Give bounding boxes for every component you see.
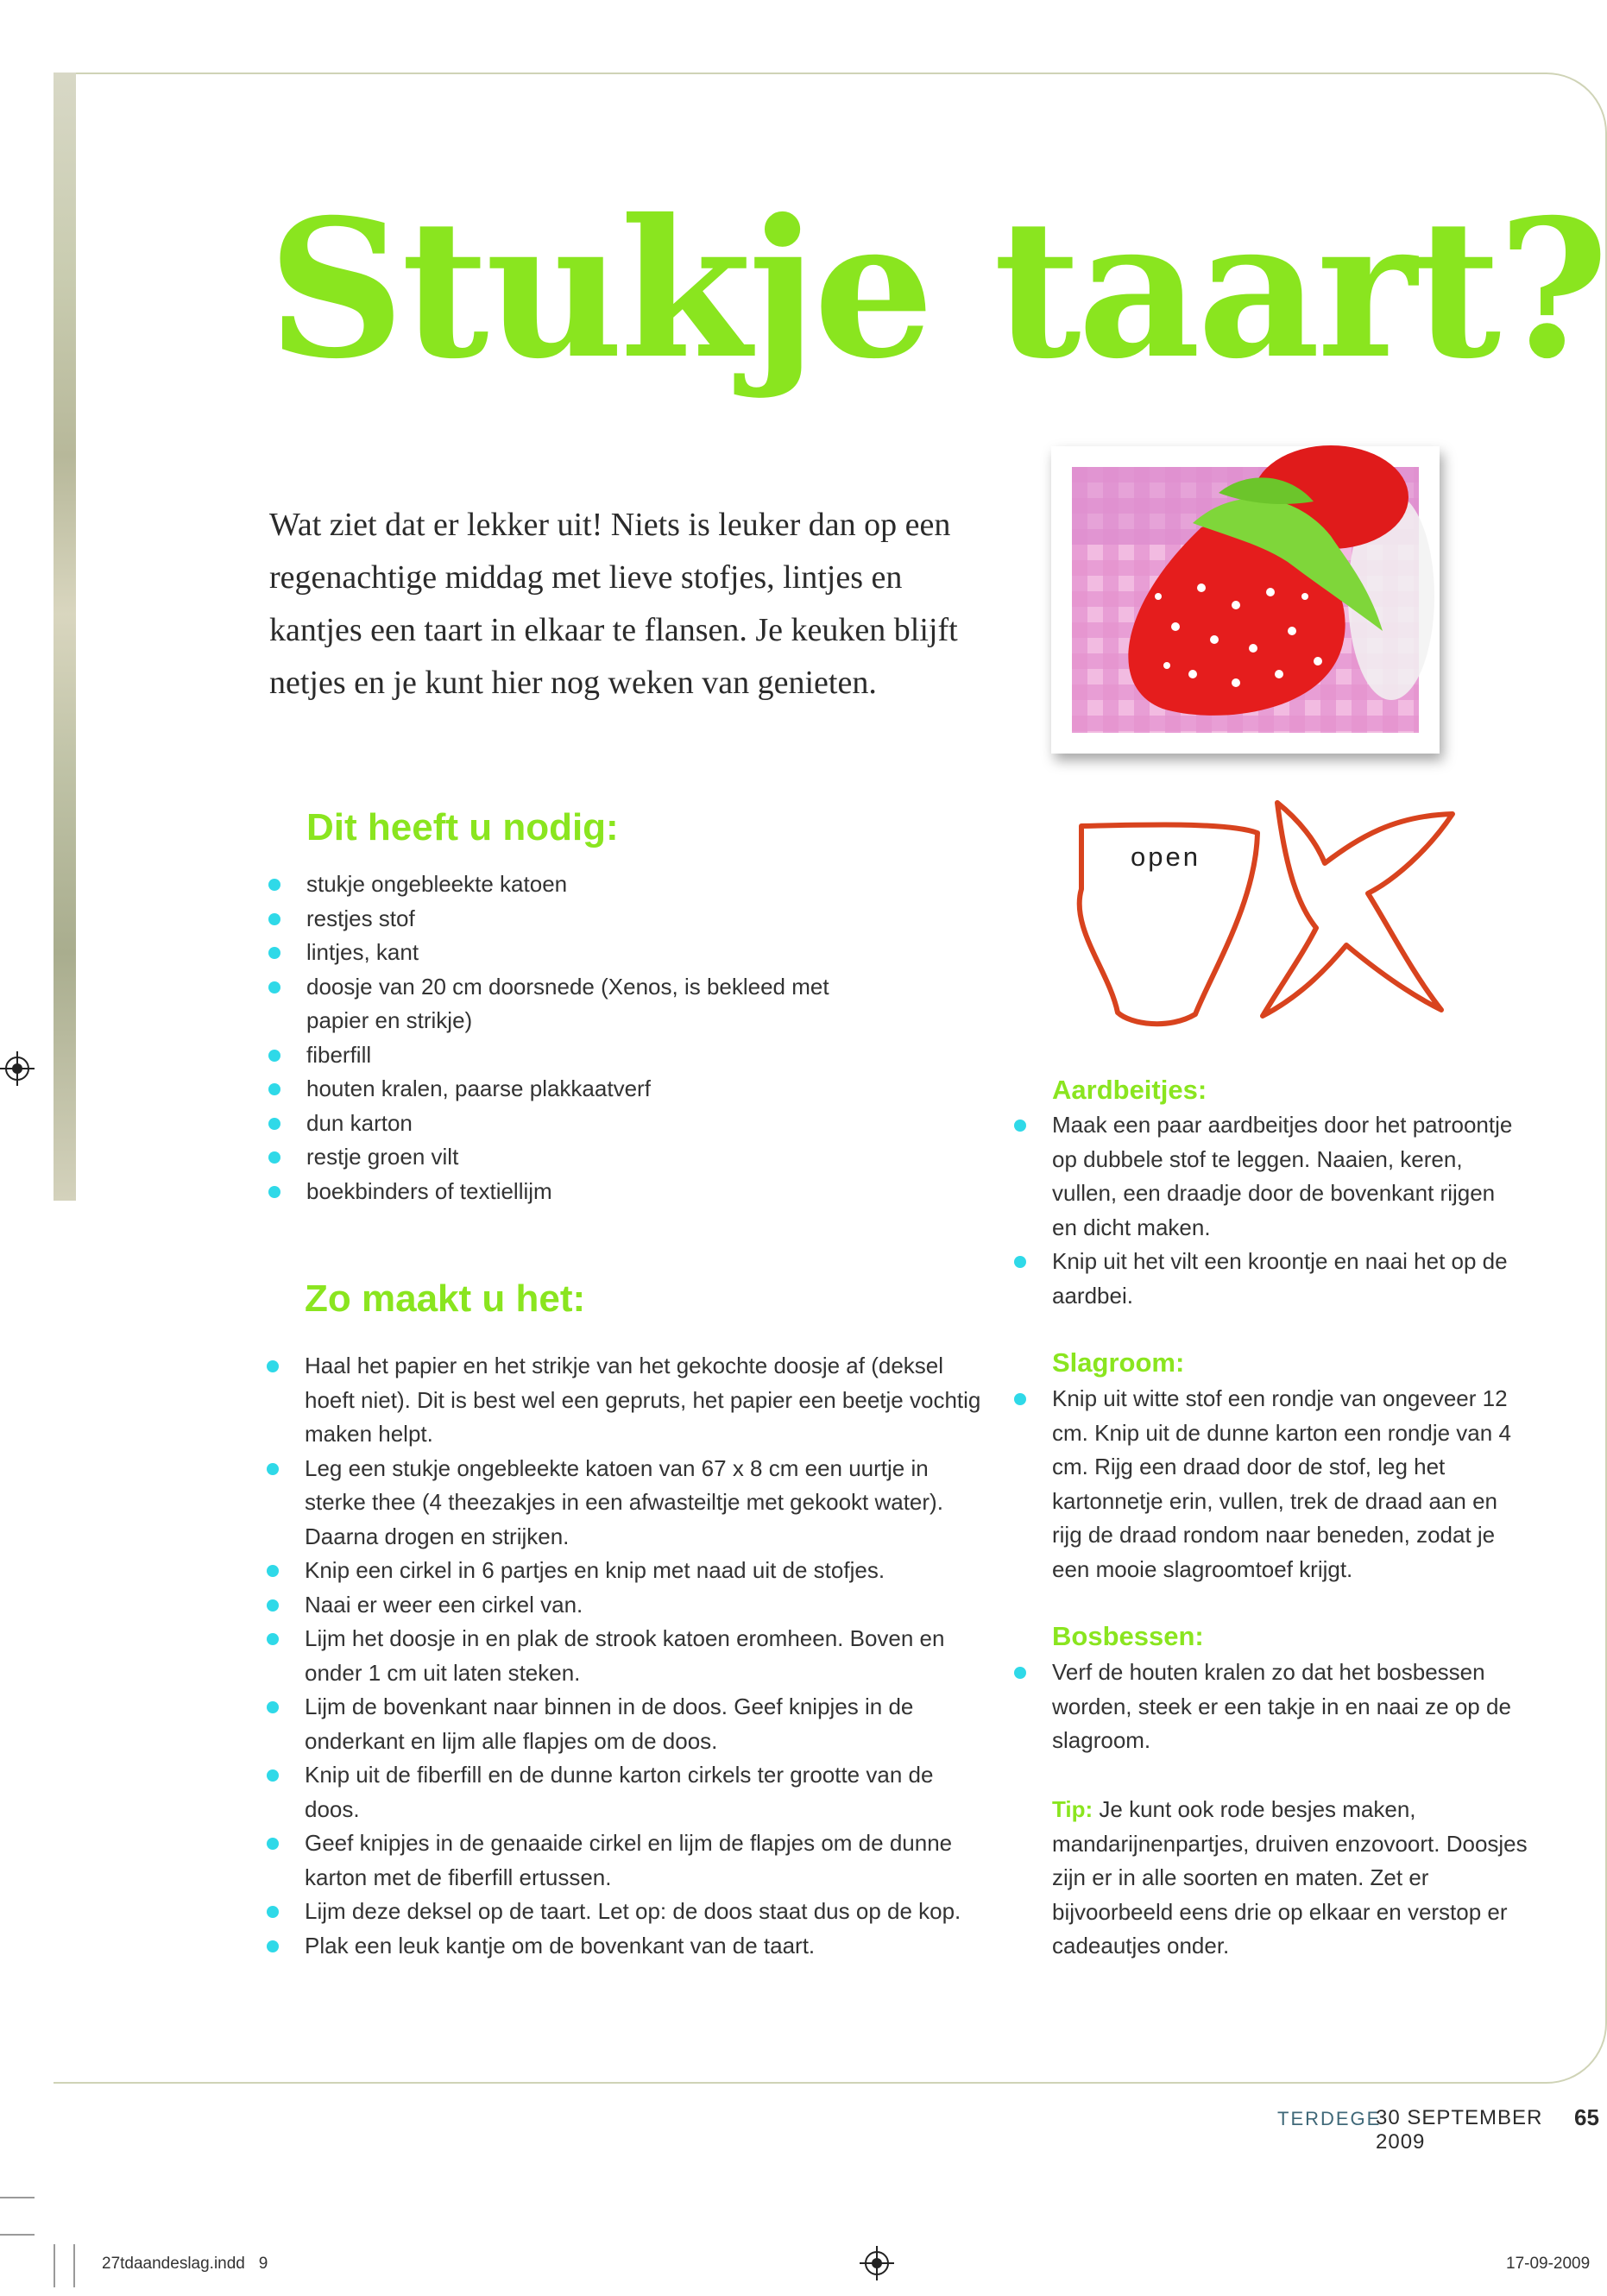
strawberry-photo	[1072, 467, 1419, 733]
list-item: Maak een paar aardbeitjes door het patroontje op dubbele stof te leggen. Naaien, keren, vullen, een draadje door de bovenkant rijgen en dicht maken.	[1014, 1108, 1523, 1245]
list-item: boekbinders of textiellijm	[268, 1175, 890, 1209]
pattern-open-label: open	[1131, 842, 1201, 872]
slug-filename: 27tdaandeslag.indd 9	[102, 2255, 268, 2273]
list-item: Verf de houten kralen zo dat het bosbessen worden, steek er een takje in en naai ze op de slagroom.	[1014, 1656, 1523, 1758]
list-item: doosje van 20 cm doorsnede (Xenos, is bekleed met papier en strikje)	[268, 970, 890, 1038]
howto-list	[267, 1349, 983, 1963]
crop-mark	[73, 2244, 75, 2287]
list-item: Leg een stukje ongebleekte katoen van 67 x 8 cm een uurtje in sterke thee (4 theezakjes in een afwasteiltje met gekookt water). Daarna drogen en strijken.	[267, 1452, 983, 1555]
bullet-icon	[267, 1701, 279, 1713]
list-item: Knip uit witte stof een rondje van ongeveer 12 cm. Knip uit de dunne karton een rondje van 4 cm. Rijg een draad door de stof, leg het kartonnetje erin, vullen, trek de draad aan en rijg de draad rondom naar beneden, zodat je een mooie slagroomtoef krijgt.	[1014, 1382, 1523, 1586]
bullet-icon	[268, 913, 280, 925]
bullet-icon	[268, 1186, 280, 1198]
list-item: Knip uit het vilt een kroontje en naai het op de aardbei.	[1014, 1245, 1523, 1313]
bullet-icon	[267, 1599, 279, 1612]
needs-list	[268, 867, 890, 1208]
bullet-icon	[267, 1940, 279, 1952]
list-item: Knip uit de fiberfill en de dunne karton cirkels ter grootte van de doos.	[267, 1758, 983, 1826]
strawberry-pattern-drawing	[1066, 798, 1463, 1031]
list-item: lintjes, kant	[268, 936, 890, 970]
bullet-icon	[268, 1151, 280, 1164]
footer-page-number: 65	[1574, 2104, 1599, 2130]
page-title: Stukje taart?	[268, 177, 1606, 401]
needs-heading: Dit heeft u nodig:	[306, 806, 619, 848]
bullet-icon	[267, 1769, 279, 1782]
slagroom-list	[1014, 1382, 1523, 1586]
registration-mark-icon	[0, 1051, 35, 1086]
bullet-icon	[268, 1083, 280, 1095]
bullet-icon	[267, 1463, 279, 1475]
bullet-icon	[267, 1565, 279, 1577]
bullet-icon	[267, 1360, 279, 1372]
footer-magazine: TERDEGE	[1277, 2108, 1382, 2129]
list-item: restje groen vilt	[268, 1140, 890, 1175]
side-photo-strip	[54, 73, 76, 1201]
slagroom-heading: Slagroom:	[1052, 1347, 1185, 1378]
tip-paragraph	[1052, 1793, 1535, 1964]
list-item: stukje ongebleekte katoen	[268, 867, 890, 902]
crop-mark	[0, 2234, 35, 2236]
list-item: Plak een leuk kantje om de bovenkant van de taart.	[267, 1929, 983, 1964]
registration-mark-icon	[860, 2246, 894, 2280]
intro-paragraph: Wat ziet dat er lekker uit! Niets is leuker dan op een regenachtige middag met lieve stofjes, lintjes en kantjes een taart in elkaar te flansen. Je keuken blijft netjes en je kunt hier nog weken van genieten.	[269, 507, 958, 701]
bullet-icon	[267, 1906, 279, 1918]
list-item: Lijm deze deksel op de taart. Let op: de doos staat dus op de kop.	[267, 1895, 983, 1929]
bullet-icon	[267, 1633, 279, 1645]
bullet-icon	[1014, 1667, 1026, 1679]
bullet-icon	[1014, 1393, 1026, 1405]
crop-mark	[54, 2244, 55, 2287]
list-item: fiberfill	[268, 1038, 890, 1073]
bullet-icon	[268, 1118, 280, 1130]
list-item: Geef knipjes in de genaaide cirkel en lijm de flapjes om de dunne karton met de fiberfill ertussen.	[267, 1826, 983, 1895]
list-item: Knip een cirkel in 6 partjes en knip met naad uit de stofjes.	[267, 1554, 983, 1588]
list-item: Naai er weer een cirkel van.	[267, 1588, 983, 1623]
crop-mark	[0, 2197, 35, 2198]
bullet-icon	[1014, 1256, 1026, 1268]
list-item: restjes stof	[268, 902, 890, 937]
list-item: houten kralen, paarse plakkaatverf	[268, 1072, 890, 1107]
tip-label: Tip:	[1052, 1796, 1093, 1822]
list-item: dun karton	[268, 1107, 890, 1141]
list-item: Lijm de bovenkant naar binnen in de doos. Geef knipjes in de onderkant en lijm alle flapjes om de doos.	[267, 1690, 983, 1758]
list-item: Lijm het doosje in en plak de strook katoen eromheen. Boven en onder 1 cm uit laten steken.	[267, 1622, 983, 1690]
footer-date: 30 SEPTEMBER 2009	[1376, 2106, 1543, 2154]
bosbessen-list	[1014, 1656, 1523, 1758]
bullet-icon	[268, 879, 280, 891]
bullet-icon	[268, 1050, 280, 1062]
list-item: Haal het papier en het strikje van het gekochte doosje af (deksel hoeft niet). Dit is best wel een gepruts, het papier een beetje vochtig maken helpt.	[267, 1349, 983, 1452]
aardbeitjes-heading: Aardbeitjes:	[1052, 1075, 1207, 1105]
tip-text: Je kunt ook rode besjes maken, mandarijnenpartjes, druiven enzovoort. Doosjes zijn er in alle soorten en maten. Zet er bijvoorbeeld eens drie op elkaar en verstop er cadeautjes onder.	[1052, 1796, 1528, 1959]
bullet-icon	[268, 947, 280, 959]
bullet-icon	[1014, 1120, 1026, 1132]
aardbeitjes-list	[1014, 1108, 1523, 1313]
slug-date: 17-09-2009	[1506, 2255, 1591, 2273]
bosbessen-heading: Bosbessen:	[1052, 1621, 1204, 1651]
bullet-icon	[268, 981, 280, 993]
howto-heading: Zo maakt u het:	[305, 1277, 586, 1320]
bullet-icon	[267, 1838, 279, 1850]
